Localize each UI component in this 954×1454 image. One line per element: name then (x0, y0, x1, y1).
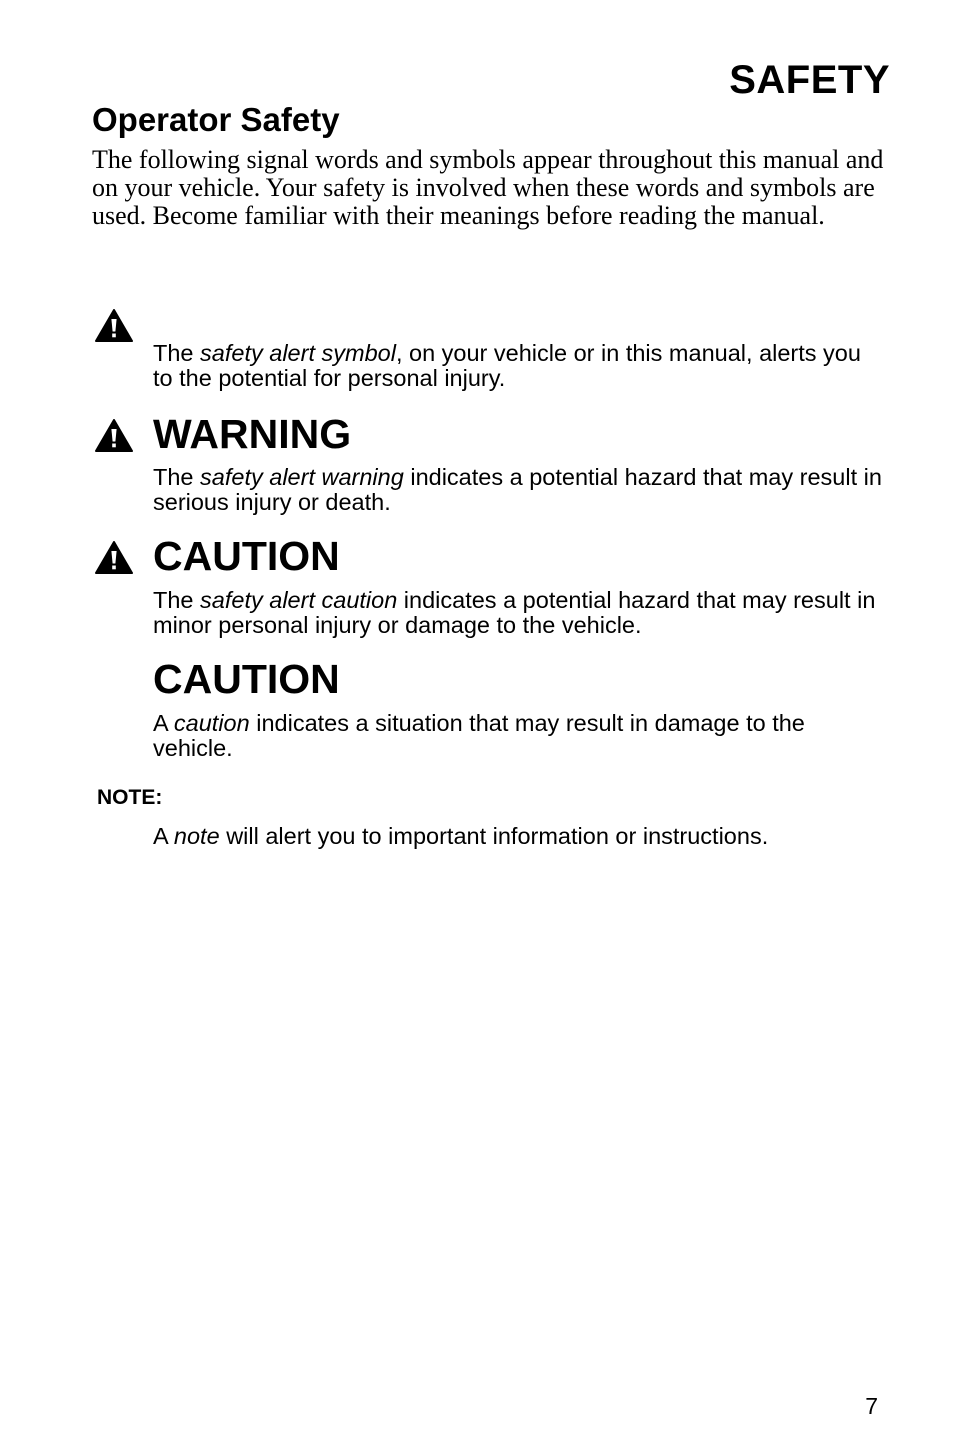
definition-text: indicates a situation that may result in damage to the vehicle. (153, 710, 805, 761)
definition-text: , on your vehicle or in this manual, alerts you to the potential for personal injury. (153, 340, 861, 391)
definition-term: safety alert warning (200, 464, 404, 490)
definition-term: safety alert symbol (200, 340, 396, 366)
caution-signal-word: CAUTION (153, 656, 340, 702)
definition-text: indicates a potential hazard that may result in minor personal injury or damage to the vehicle. (153, 587, 876, 638)
caution-definition (153, 711, 883, 761)
definition-text: indicates a potential hazard that may result in serious injury or death. (153, 464, 882, 515)
safety-alert-symbol-definition (153, 341, 883, 391)
note-label: NOTE: (97, 786, 163, 809)
section-title: Operator Safety (92, 101, 340, 138)
safety-alert-triangle-icon (94, 308, 134, 344)
definition-term: note (173, 823, 220, 849)
caution-alert-signal-word: CAUTION (153, 533, 340, 579)
warning-definition (153, 465, 883, 515)
caution-alert-definition (153, 588, 883, 638)
chapter-title: SAFETY (729, 58, 890, 102)
definition-text: will alert you to important information or instructions. (219, 823, 769, 849)
note-definition (153, 824, 883, 849)
page-number: 7 (865, 1393, 878, 1419)
definition-text: A (153, 823, 174, 849)
warning-signal-word: WARNING (153, 411, 352, 457)
safety-alert-triangle-icon (94, 540, 134, 576)
definition-text: The (153, 464, 201, 490)
definition-term: safety alert caution (200, 587, 398, 613)
safety-alert-triangle-icon (94, 418, 134, 454)
definition-text: A (153, 710, 174, 736)
definition-term: caution (173, 710, 250, 736)
definition-text: The (153, 587, 201, 613)
definition-text: The (153, 340, 201, 366)
intro-paragraph: The following signal words and symbols appear throughout this manual and on your vehicle. Your safety is involved when these words and symbols are used. Become familiar with their meanings before reading the manual. (92, 145, 884, 230)
